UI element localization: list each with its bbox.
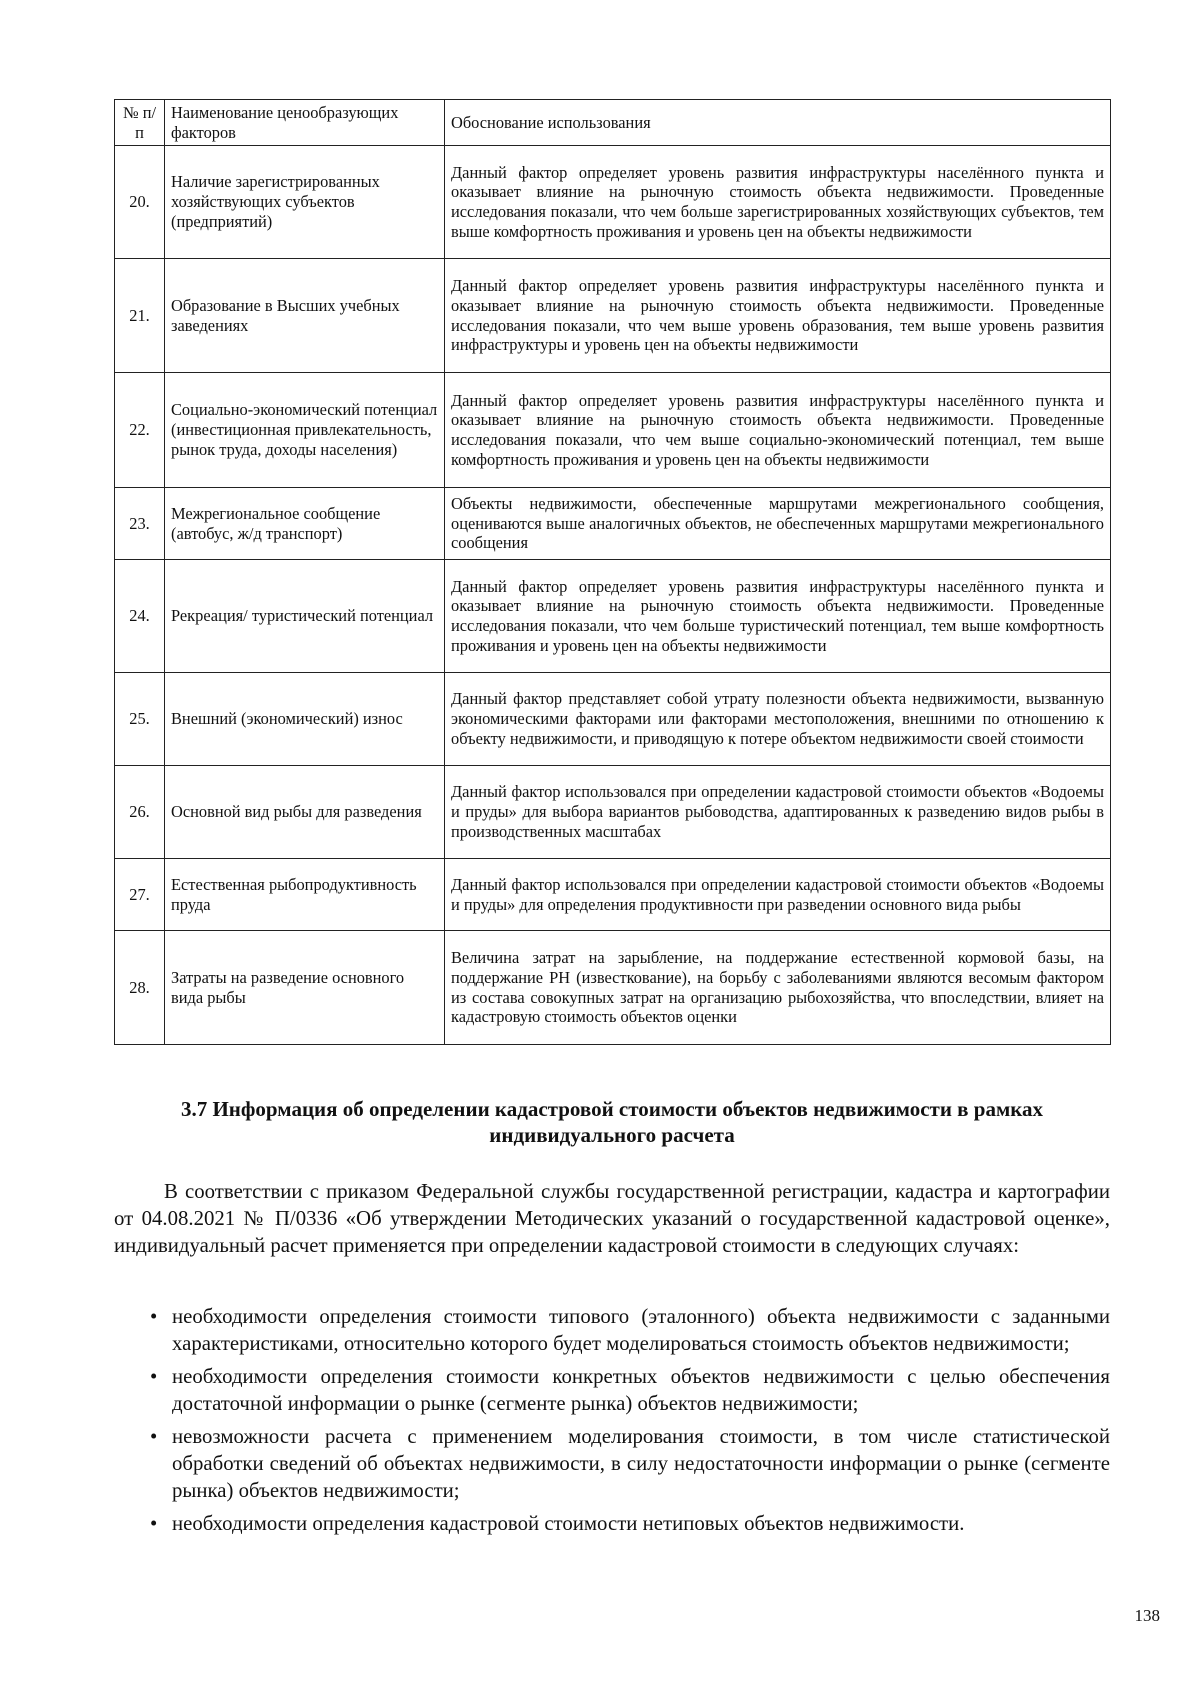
bullet-icon: •: [150, 1305, 158, 1328]
header-factor-name: Наименование ценообразующих факторов: [165, 100, 445, 146]
row-justification: Данный фактор определяет уровень развития инфраструктуры населённого пункта и оказывает влияние на рыночную стоимость объекта недвижимости. Проведенные исследования показали, что чем выше уровень образования, тем выше уровень развития инфраструктуры и уровень цен на объекты недвижимости: [445, 259, 1111, 373]
row-justification: Данный фактор представляет собой утрату полезности объекта недвижимости, вызванную экономическими факторами или факторами местоположения, внешними по отношению к объекту недвижимости, и приводящую к потере объектом недвижимости своей стоимости: [445, 673, 1111, 766]
list-item: [114, 1510, 1110, 1537]
row-num: 26.: [115, 766, 165, 859]
row-justification: Данный фактор определяет уровень развития инфраструктуры населённого пункта и оказывает влияние на рыночную стоимость объекта недвижимости. Проведенные исследования показали, что чем больше зарегистрированных хозяйствующих субъектов, тем выше комфортность проживания и уровень цен на объекты недвижимости: [445, 146, 1111, 259]
table-row: [115, 259, 1111, 373]
table-row: [115, 488, 1111, 560]
header-num: № п/п: [115, 100, 165, 146]
page-number: 138: [1134, 1606, 1160, 1625]
row-factor-name: Рекреация/ туристический потенциал: [165, 560, 445, 673]
row-factor-name: Основной вид рыбы для разведения: [165, 766, 445, 859]
body-paragraph: В соответствии с приказом Федеральной службы государственной регистрации, кадастра и картографии от 04.08.2021 № П/0336 «Об утверждении Методических указаний о государственной кадастровой оценке», индивидуальный расчет применяется при определении кадастровой стоимости в следующих случаях:: [114, 1180, 1110, 1258]
row-num: 25.: [115, 673, 165, 766]
table-row: [115, 931, 1111, 1045]
row-justification: Данный фактор использовался при определении кадастровой стоимости объектов «Водоемы и пруды» для определения продуктивности при разведении основного вида рыбы: [445, 859, 1111, 931]
table-row: [115, 373, 1111, 488]
row-justification: Объекты недвижимости, обеспеченные маршрутами межрегионального сообщения, оцениваются выше аналогичных объектов, не обеспеченных маршрутами межрегионального сообщения: [445, 488, 1111, 560]
bullet-icon: •: [150, 1425, 158, 1449]
row-factor-name: Наличие зарегистрированных хозяйствующих субъектов (предприятий): [165, 146, 445, 259]
row-justification: Данный фактор определяет уровень развития инфраструктуры населённого пункта и оказывает влияние на рыночную стоимость объекта недвижимости. Проведенные исследования показали, что чем больше туристический потенциал, тем выше комфортность проживания и уровень цен на объекты недвижимости: [445, 560, 1111, 673]
row-num: 20.: [115, 146, 165, 259]
row-factor-name: Естественная рыбопродуктивность пруда: [165, 859, 445, 931]
row-factor-name: Социально-экономический потенциал (инвестиционная привлекательность, рынок труда, доходы населения): [165, 373, 445, 488]
row-factor-name: Межрегиональное сообщение (автобус, ж/д транспорт): [165, 488, 445, 560]
bullet-icon: •: [150, 1365, 158, 1389]
list-item-text: невозможности расчета с применением моделирования стоимости, в том числе статистической обработки сведений об объектах недвижимости, в силу недостаточности информации о рынке (сегменте рынка) объектов недвижимости;: [172, 1425, 1110, 1503]
list-item-text: необходимости определения кадастровой стоимости нетиповых объектов недвижимости.: [172, 1512, 965, 1536]
table-row: [115, 560, 1111, 673]
bullet-icon: •: [150, 1512, 158, 1536]
list-item: [114, 1423, 1110, 1504]
list-item-text: необходимости определения стоимости типового (эталонного) объекта недвижимости с заданными характеристиками, относительно которого будет моделироваться стоимость объектов недвижимости;: [172, 1305, 1110, 1356]
header-justification: Обоснование использования: [445, 100, 1111, 146]
section-heading: 3.7 Информация об определении кадастровой стоимости объектов недвижимости в рамках индивидуального расчета: [180, 1097, 1044, 1148]
list-item: [114, 1303, 1110, 1357]
row-justification: Данный фактор определяет уровень развития инфраструктуры населённого пункта и оказывает влияние на рыночную стоимость объекта недвижимости. Проведенные исследования показали, что чем выше социально-экономический потенциал, тем выше комфортность проживания и уровень цен на объекты недвижимости: [445, 373, 1111, 488]
table-row: [115, 766, 1111, 859]
table-row: [115, 859, 1111, 931]
row-num: 24.: [115, 560, 165, 673]
row-justification: Величина затрат на зарыбление, на поддержание естественной кормовой базы, на поддержание РН (известкование), на борьбу с заболеваниями являются весомым фактором из состава совокупных затрат на организацию рыбохозяйства, что впоследствии, влияет на кадастровую стоимость объектов оценки: [445, 931, 1111, 1045]
row-num: 28.: [115, 931, 165, 1045]
table-row: [115, 146, 1111, 259]
row-num: 23.: [115, 488, 165, 560]
table-row: [115, 673, 1111, 766]
table-header-row: [115, 100, 1111, 146]
pricing-factors-table: [114, 99, 1111, 1045]
row-justification: Данный фактор использовался при определении кадастровой стоимости объектов «Водоемы и пруды» для выбора вариантов рыбоводства, адаптированных к разведению видов рыбы в производственных масштабах: [445, 766, 1111, 859]
row-factor-name: Затраты на разведение основного вида рыбы: [165, 931, 445, 1045]
row-factor-name: Внешний (экономический) износ: [165, 673, 445, 766]
row-num: 22.: [115, 373, 165, 488]
row-num: 21.: [115, 259, 165, 373]
list-item: [114, 1363, 1110, 1417]
list-item-text: необходимости определения стоимости конкретных объектов недвижимости с целью обеспечения достаточной информации о рынке (сегменте рынка) объектов недвижимости;: [172, 1365, 1110, 1416]
row-num: 27.: [115, 859, 165, 931]
row-factor-name: Образование в Высших учебных заведениях: [165, 259, 445, 373]
bullet-list: [114, 1303, 1110, 1543]
